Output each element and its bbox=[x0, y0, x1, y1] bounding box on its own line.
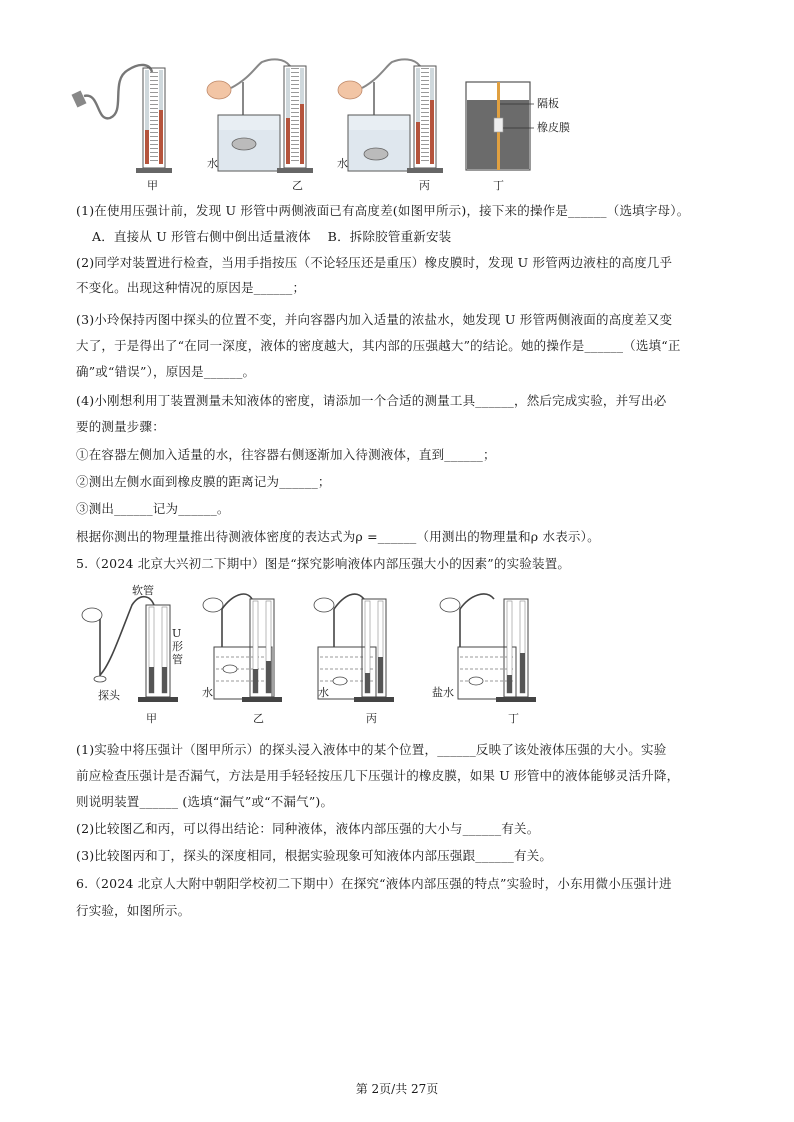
q4-part4-line2: 要的测量步骤： bbox=[76, 419, 165, 434]
q5-heading: 5.（2024 北京大兴初二下期中）图是“探究影响液体内部压强大小的因素”的实验装置。 bbox=[76, 556, 571, 571]
q5-label-jia: 甲 bbox=[146, 712, 157, 725]
q4-part1-options: A．直接从 U 形管右侧中倒出适量液体 B．拆除胶管重新安装 bbox=[92, 229, 452, 244]
q5-label-hose: 软管 bbox=[132, 584, 154, 597]
q5-gauge-ding bbox=[440, 594, 536, 702]
fig1-label-water-yi: 水 bbox=[207, 157, 218, 170]
q4-part3-line3: 确”或“错误”），原因是______。 bbox=[76, 364, 256, 379]
q5-label-probe: 探头 bbox=[98, 689, 120, 702]
fig1-label-jia: 甲 bbox=[147, 179, 158, 192]
q4-step1: ①在容器左侧加入适量的水，往容器右侧逐渐加入待测液体，直到______； bbox=[76, 447, 496, 462]
q5-label-bing: 丙 bbox=[366, 712, 377, 725]
gauge-yi bbox=[207, 59, 313, 173]
q4-part2-line1: (2)同学对装置进行检查，当用手指按压（不论轻压还是重压）橡皮膜时，发现 U 形管两边液柱的高度几乎 bbox=[76, 255, 673, 270]
container-ding bbox=[466, 82, 534, 170]
fig1-label-bing: 丙 bbox=[419, 179, 430, 192]
fig1-label-membrane: 橡皮膜 bbox=[537, 121, 570, 134]
q4-part3-line2: 大了，于是得出了“在同一深度，液体的密度越大，其内部的压强越大”的结论。她的操作是______（选填“正 bbox=[76, 338, 681, 353]
q5-label-water-yi: 水 bbox=[202, 686, 213, 699]
q4-part2-line2: 不变化。出现这种情况的原因是______； bbox=[76, 280, 306, 295]
q5-gauge-yi bbox=[203, 594, 282, 702]
fig1-label-water-bing: 水 bbox=[337, 157, 348, 170]
q5-label-ding: 丁 bbox=[508, 712, 519, 725]
q5-label-water-bing: 水 bbox=[318, 686, 329, 699]
q5-part1-line1: (1)实验中将压强计（图甲所示）的探头浸入液体中的某个位置，______反映了该处液体压强的大小。实验 bbox=[76, 742, 667, 757]
figure-pressure-gauge-setups bbox=[0, 0, 794, 200]
q5-part2: (2)比较图乙和丙，可以得出结论：同种液体，液体内部压强的大小与______有关。 bbox=[76, 821, 540, 836]
q4-part1: (1)在使用压强计前，发现 U 形管中两侧液面已有高度差(如图甲所示)，接下来的操作是______（选填字母）。 bbox=[76, 203, 690, 218]
q5-label-salt-water: 盐水 bbox=[432, 686, 454, 699]
q5-label-u-tube: U形管 bbox=[172, 627, 183, 666]
page-number-footer: 第 2页/共 27页 bbox=[355, 1082, 439, 1096]
q5-gauge-jia bbox=[82, 597, 178, 702]
q4-step2: ②测出左侧水面到橡皮膜的距离记为______； bbox=[76, 474, 331, 489]
q5-label-yi: 乙 bbox=[253, 712, 264, 725]
q5-part3: (3)比较图丙和丁，探头的深度相同，根据实验现象可知液体内部压强跟______有关。 bbox=[76, 848, 553, 863]
q4-part3-line1: (3)小玲保持丙图中探头的位置不变，并向容器内加入适量的浓盐水，她发现 U 形管两侧液面的高度差又变 bbox=[76, 312, 673, 327]
q5-part1-line3: 则说明装置______ (选填“漏气”或“不漏气”)。 bbox=[76, 794, 334, 809]
q6-line2: 行实验，如图所示。 bbox=[76, 903, 191, 918]
gauge-jia bbox=[72, 65, 172, 173]
q4-part4-line1: (4)小刚想利用丁装置测量未知液体的密度，请添加一个合适的测量工具______，然后完成实验，并写出必 bbox=[76, 393, 667, 408]
fig1-label-yi: 乙 bbox=[292, 179, 303, 192]
gauge-bing bbox=[338, 59, 443, 173]
fig1-label-partition: 隔板 bbox=[537, 97, 559, 110]
q5-part1-line2: 前应检查压强计是否漏气，方法是用手轻轻按压几下压强计的橡皮膜，如果 U 形管中的液体能够灵活升降， bbox=[76, 768, 680, 783]
q6-line1: 6.（2024 北京人大附中朝阳学校初二下期中）在探究“液体内部压强的特点”实验时，小东用微小压强计进 bbox=[76, 876, 672, 891]
q4-expression: 根据你测出的物理量推出待测液体密度的表达式为ρ =______（用测出的物理量和ρ 水表示）。 bbox=[76, 529, 600, 544]
q4-step3: ③测出______记为______。 bbox=[76, 501, 230, 516]
figure-q5-apparatus bbox=[0, 575, 794, 725]
fig1-label-ding: 丁 bbox=[493, 179, 504, 192]
